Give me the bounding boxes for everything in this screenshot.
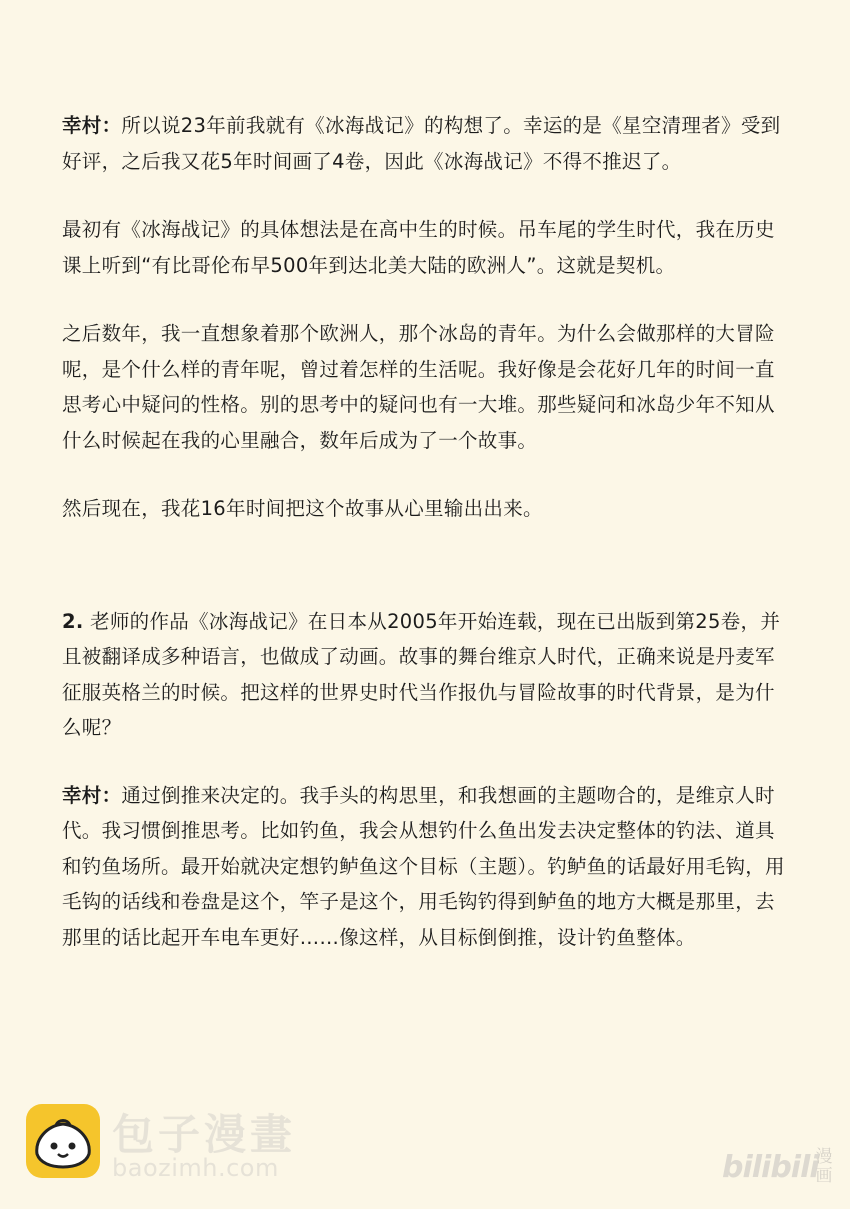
question-text: 老师的作品《冰海战记》在日本从2005年开始连载，现在已出版到第25卷，并且被翻译成多种语言，也做成了动画。故事的舞台维京人时代，正确来说是丹麦军征服英格兰的时候。把这样的世界史时代当作报仇与冒险故事的时代背景，是为什么呢？ xyxy=(62,609,781,739)
paragraph-4: 然后现在，我花16年时间把这个故事从心里输出出来。 xyxy=(62,497,543,520)
baozi-logo-icon xyxy=(26,1104,100,1178)
site-watermark-name: 包子漫畫 xyxy=(112,1110,297,1159)
paragraph-2: 最初有《冰海战记》的具体想法是在高中生的时候。吊车尾的学生时代，我在历史课上听到“有比哥伦布早500年到达北美大陆的欧洲人”。这就是契机。 xyxy=(62,218,775,277)
question-2 xyxy=(62,604,792,746)
answer-text: 通过倒推来决定的。我手头的构思里，和我想画的主题吻合的，是维京人时代。我习惯倒推思考。比如钓鱼，我会从想钓什么鱼出发去决定整体的钓法、道具和钓鱼场所。最开始就决定想钓鲈鱼这个目标（主题）。钓鲈鱼的话最好用毛钩，用毛钩的话线和卷盘是这个，竿子是这个，用毛钩钓得到鲈鱼的地方大概是那里，去那里的话比起开车电车更好……像这样，从目标倒倒推，设计钓鱼整体。 xyxy=(62,783,785,949)
bilibili-watermark: bilibili xyxy=(722,1150,819,1185)
paragraph-1 xyxy=(62,108,792,179)
paragraph-3: 之后数年，我一直想象着那个欧洲人，那个冰岛的青年。为什么会做那样的大冒险呢，是个什么样的青年呢，曾过着怎样的生活呢。我好像是会花好几年的时间一直思考心中疑问的性格。别的思考中的疑问也有一大堆。那些疑问和冰岛少年不知从什么时候起在我的心里融合，数年后成为了一个故事。 xyxy=(62,322,775,452)
bilibili-manhua-label: 漫画 xyxy=(815,1147,833,1186)
question-number: 2. xyxy=(62,609,84,633)
speaker-label: 幸村： xyxy=(62,783,122,807)
speaker-label: 幸村： xyxy=(62,114,122,137)
paragraph-text: 所以说23年前我就有《冰海战记》的构想了。幸运的是《星空清理者》受到好评，之后我又花5年时间画了4卷，因此《冰海战记》不得不推迟了。 xyxy=(62,114,781,173)
site-watermark-url: baozimh.com xyxy=(112,1154,279,1182)
answer-2 xyxy=(62,778,792,956)
article-body xyxy=(62,108,792,955)
